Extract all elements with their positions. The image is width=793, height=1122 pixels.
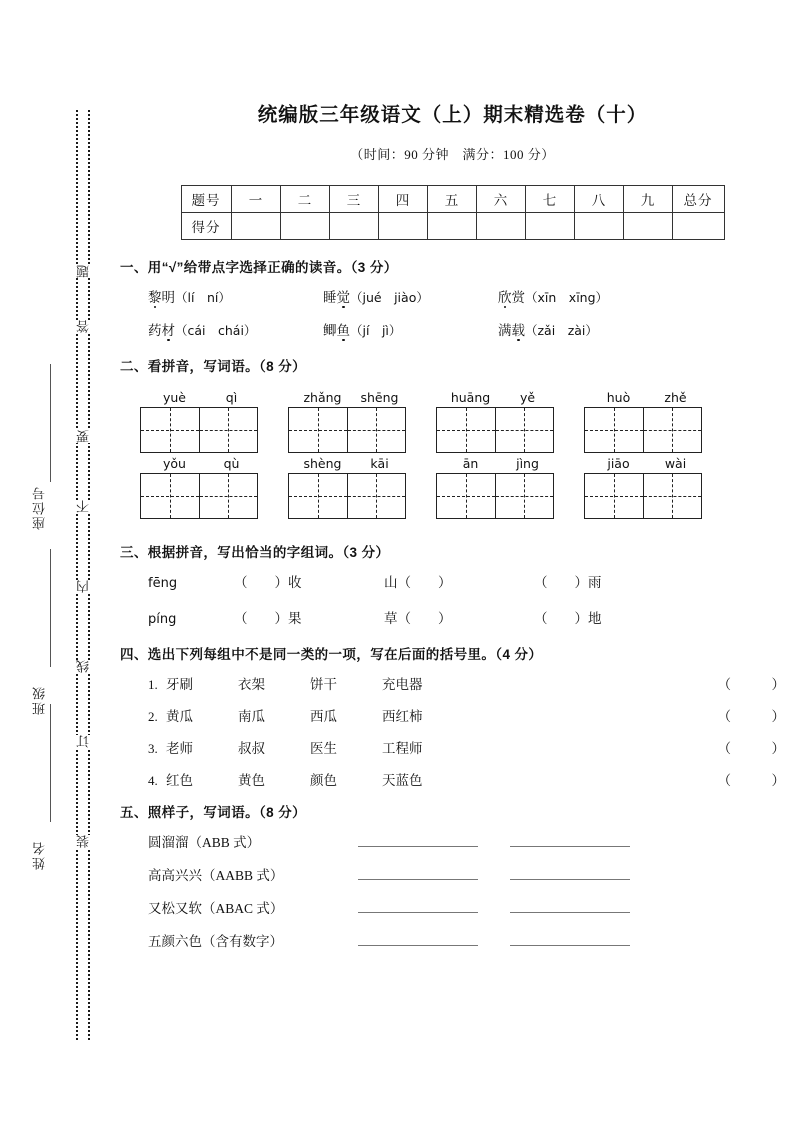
score-value-4[interactable] bbox=[378, 213, 427, 240]
score-col-8: 八 bbox=[574, 186, 623, 213]
section-1-body bbox=[120, 286, 793, 339]
q3-row-2-pinyin: píng bbox=[148, 612, 177, 627]
q2-col-4-top-pinyin bbox=[584, 387, 732, 405]
q2-col-4-bottom-pinyin-b: wài bbox=[664, 456, 687, 471]
q4-row-3-word-4[interactable]: 工程师 bbox=[382, 741, 423, 756]
tian-cell[interactable] bbox=[347, 474, 406, 518]
score-col-1: 一 bbox=[231, 186, 280, 213]
q1-item-3-options: （xīn xīng） bbox=[525, 290, 609, 305]
field-name bbox=[26, 700, 70, 870]
q2-col-4-grid-top[interactable] bbox=[584, 407, 702, 453]
q5-row-4 bbox=[148, 930, 793, 950]
q2-columns bbox=[140, 387, 793, 519]
q5-row-1-sample: 圆溜溜（ABB 式） bbox=[148, 835, 261, 850]
section-4-title: 四、选出下列每组中不是同一类的一项，写在后面的括号里。（4 分） bbox=[120, 647, 543, 662]
q4-row-3 bbox=[148, 737, 793, 757]
score-col-9: 九 bbox=[623, 186, 672, 213]
q5-row-1 bbox=[148, 831, 793, 851]
q2-col-2-bottom-pinyin-a: shèng bbox=[303, 456, 342, 471]
seal-margin bbox=[0, 0, 112, 1122]
q2-col-1-bottom-pinyin bbox=[140, 453, 288, 471]
q4-row-2-word-3[interactable]: 西瓜 bbox=[310, 709, 337, 724]
q4-row-1-no: 1. bbox=[148, 677, 158, 692]
q5-row-4-sample: 五颜六色（含有数字） bbox=[148, 934, 283, 949]
tian-cell[interactable] bbox=[437, 474, 495, 518]
q3-row-1-item-1[interactable]: （ ）收 bbox=[234, 575, 302, 590]
q1-row-2 bbox=[148, 319, 793, 339]
seal-dotted-line-left bbox=[76, 110, 78, 1040]
q1-item-4[interactable]: 药材（cái chái） bbox=[148, 323, 257, 338]
score-col-5: 五 bbox=[427, 186, 476, 213]
q2-col-1-grid-bottom[interactable] bbox=[140, 473, 258, 519]
q2-col-3-bottom-pinyin-b: jìng bbox=[516, 456, 539, 471]
q2-col-3-bottom-pinyin bbox=[436, 453, 584, 471]
section-1-title: 一、用“√”给带点字选择正确的读音。（3 分） bbox=[120, 260, 398, 275]
q2-col-1 bbox=[140, 387, 288, 519]
q3-row-2 bbox=[148, 607, 793, 627]
q2-col-2-top-pinyin-b: shēng bbox=[360, 390, 399, 405]
section-5-title: 五、照样子，写词语。（8 分） bbox=[120, 805, 307, 820]
score-table-header-row bbox=[181, 186, 724, 213]
section-1 bbox=[112, 256, 793, 339]
q5-row-3 bbox=[148, 897, 793, 917]
seal-char-0: 题 bbox=[74, 265, 94, 278]
score-value-7[interactable] bbox=[525, 213, 574, 240]
score-table-value-row bbox=[181, 213, 724, 240]
seal-char-3: 不 bbox=[74, 500, 94, 513]
q1-item-6[interactable]: 满载（zǎi zài） bbox=[498, 323, 598, 338]
q2-col-3-top-pinyin bbox=[436, 387, 584, 405]
q4-row-4-word-2[interactable]: 黄色 bbox=[238, 773, 265, 788]
section-2-title: 二、看拼音，写词语。（8 分） bbox=[120, 359, 307, 374]
section-3-body bbox=[120, 571, 793, 627]
q4-row-2-no: 2. bbox=[148, 709, 158, 724]
q4-row-4-word-4[interactable]: 天蓝色 bbox=[382, 773, 423, 788]
page-title: 统编版三年级语文（上）期末精选卷（十） bbox=[257, 104, 648, 126]
q4-row-1-word-4[interactable]: 充电器 bbox=[382, 677, 423, 692]
score-col-total: 总分 bbox=[672, 186, 724, 213]
q2-col-3-grid-bottom[interactable] bbox=[436, 473, 554, 519]
q4-row-4-no: 4. bbox=[148, 773, 158, 788]
q4-row-3-word-3[interactable]: 医生 bbox=[310, 741, 337, 756]
q4-row-4-answer[interactable]: （ ） bbox=[717, 773, 785, 788]
q2-col-4-top-pinyin-a: huò bbox=[606, 390, 631, 405]
q3-row-1-item-2[interactable]: 山（ ） bbox=[384, 575, 452, 590]
name-rule bbox=[50, 704, 51, 822]
tian-cell[interactable] bbox=[495, 408, 554, 452]
q4-row-3-word-1[interactable]: 老师 bbox=[166, 741, 193, 756]
q2-col-3-top-pinyin-a: huāng bbox=[450, 390, 491, 405]
q5-row-2-blank-2[interactable] bbox=[510, 865, 630, 880]
tian-cell[interactable] bbox=[289, 408, 347, 452]
q2-col-3-top-pinyin-b: yě bbox=[519, 390, 536, 405]
field-seat-number bbox=[26, 360, 70, 530]
score-table-row-label-top: 题号 bbox=[181, 186, 231, 213]
score-table-wrap bbox=[112, 185, 793, 240]
q2-col-2-bottom-pinyin bbox=[288, 453, 436, 471]
q1-item-6-options: （zǎi zài） bbox=[525, 323, 598, 338]
q4-row-4-word-3[interactable]: 颜色 bbox=[310, 773, 337, 788]
q1-item-5-options: （jí jì） bbox=[350, 323, 402, 338]
q4-row-1-answer[interactable]: （ ） bbox=[717, 677, 785, 692]
q1-item-4-options: （cái chái） bbox=[175, 323, 257, 338]
q2-col-4-grid-bottom[interactable] bbox=[584, 473, 702, 519]
tian-cell[interactable] bbox=[347, 408, 406, 452]
q1-item-3[interactable]: 欣赏（xīn xīng） bbox=[498, 290, 609, 305]
class-label: 班级 bbox=[32, 685, 47, 715]
section-4-body bbox=[120, 673, 793, 789]
q5-row-4-blank-2[interactable] bbox=[510, 931, 630, 946]
q4-row-3-word-2[interactable]: 叔叔 bbox=[238, 741, 265, 756]
name-label: 姓名 bbox=[32, 840, 47, 870]
tian-cell[interactable] bbox=[141, 408, 199, 452]
q2-col-4 bbox=[584, 387, 732, 519]
q2-col-1-top-pinyin-a: yuè bbox=[162, 390, 186, 405]
section-3-title: 三、根据拼音，写出恰当的字组词。（3 分） bbox=[120, 545, 390, 560]
section-3 bbox=[112, 541, 793, 627]
q3-row-1 bbox=[148, 571, 793, 591]
q5-row-2-sample: 高高兴兴（AABB 式） bbox=[148, 868, 284, 883]
q4-row-2 bbox=[148, 705, 793, 725]
score-col-2: 二 bbox=[280, 186, 329, 213]
q3-row-1-pinyin: fēng bbox=[148, 576, 178, 591]
q2-col-2 bbox=[288, 387, 436, 519]
section-4 bbox=[112, 643, 793, 789]
q1-item-5[interactable]: 鲫鱼（jí jì） bbox=[323, 323, 402, 338]
score-table bbox=[181, 185, 725, 240]
q3-row-2-item-3[interactable]: （ ）地 bbox=[534, 611, 602, 626]
q3-row-2-item-1[interactable]: （ ）果 bbox=[234, 611, 302, 626]
tian-cell[interactable] bbox=[437, 408, 495, 452]
q4-row-2-word-4[interactable]: 西红柿 bbox=[382, 709, 423, 724]
q4-row-3-answer[interactable]: （ ） bbox=[717, 741, 785, 756]
q5-row-3-blank-1[interactable] bbox=[358, 898, 478, 913]
exam-sheet bbox=[112, 0, 793, 1122]
page-subtitle: （时间：90 分钟 满分：100 分） bbox=[350, 147, 555, 162]
q3-row-2-item-2[interactable]: 草（ ） bbox=[384, 611, 452, 626]
score-value-1[interactable] bbox=[231, 213, 280, 240]
section-5-body bbox=[120, 831, 793, 950]
score-value-9[interactable] bbox=[623, 213, 672, 240]
tian-cell[interactable] bbox=[199, 408, 258, 452]
q1-item-2[interactable]: 睡觉（jué jiào） bbox=[323, 290, 429, 305]
q4-row-1-word-2[interactable]: 衣架 bbox=[238, 677, 265, 692]
section-5 bbox=[112, 801, 793, 950]
q5-row-2 bbox=[148, 864, 793, 884]
q1-item-1[interactable]: 黎明（lí ní） bbox=[148, 290, 231, 305]
score-value-2[interactable] bbox=[280, 213, 329, 240]
q2-col-1-bottom-pinyin-a: yǒu bbox=[163, 456, 186, 471]
score-value-6[interactable] bbox=[476, 213, 525, 240]
score-col-4: 四 bbox=[378, 186, 427, 213]
q2-col-1-bottom-pinyin-b: qù bbox=[223, 456, 240, 471]
class-rule bbox=[50, 549, 51, 667]
q5-row-3-blank-2[interactable] bbox=[510, 898, 630, 913]
q2-col-2-top-pinyin bbox=[288, 387, 436, 405]
q2-col-3-bottom-pinyin-a: ān bbox=[462, 456, 479, 471]
tian-cell[interactable] bbox=[643, 408, 702, 452]
score-table-row-label-bottom: 得分 bbox=[181, 213, 231, 240]
tian-cell[interactable] bbox=[585, 474, 643, 518]
q5-row-3-sample: 又松又软（ABAC 式） bbox=[148, 901, 284, 916]
tian-cell[interactable] bbox=[289, 474, 347, 518]
q2-col-2-grid-top[interactable] bbox=[288, 407, 406, 453]
q1-row-1 bbox=[148, 286, 793, 306]
q5-row-1-blank-2[interactable] bbox=[510, 832, 630, 847]
q4-row-2-word-2[interactable]: 南瓜 bbox=[238, 709, 265, 724]
q2-col-1-grid-top[interactable] bbox=[140, 407, 258, 453]
q4-row-1-word-3[interactable]: 饼干 bbox=[310, 677, 337, 692]
q2-col-4-bottom-pinyin bbox=[584, 453, 732, 471]
q4-row-3-no: 3. bbox=[148, 741, 158, 756]
tian-cell[interactable] bbox=[643, 474, 702, 518]
q2-col-4-bottom-pinyin-a: jiāo bbox=[607, 456, 630, 471]
q1-item-1-options: （lí ní） bbox=[175, 290, 231, 305]
q5-row-4-blank-1[interactable] bbox=[358, 931, 478, 946]
seat-number-label: 座位号 bbox=[32, 485, 47, 530]
tian-cell[interactable] bbox=[199, 474, 258, 518]
score-value-5[interactable] bbox=[427, 213, 476, 240]
q4-row-2-answer[interactable]: （ ） bbox=[717, 709, 785, 724]
q2-col-1-top-pinyin bbox=[140, 387, 288, 405]
q5-row-1-blank-1[interactable] bbox=[358, 832, 478, 847]
q4-row-4 bbox=[148, 769, 793, 789]
seat-number-rule bbox=[50, 364, 51, 482]
q5-row-2-blank-1[interactable] bbox=[358, 865, 478, 880]
q2-col-1-top-pinyin-b: qì bbox=[225, 390, 238, 405]
score-value-3[interactable] bbox=[329, 213, 378, 240]
tian-cell[interactable] bbox=[585, 408, 643, 452]
field-class bbox=[26, 545, 70, 715]
q3-row-1-item-3[interactable]: （ ）雨 bbox=[534, 575, 602, 590]
q1-item-2-options: （jué jiào） bbox=[350, 290, 429, 305]
seal-char-4: 内 bbox=[74, 580, 94, 593]
q2-col-3 bbox=[436, 387, 584, 519]
score-col-6: 六 bbox=[476, 186, 525, 213]
section-2-body bbox=[120, 387, 793, 519]
section-2 bbox=[112, 355, 793, 519]
q2-col-4-top-pinyin-b: zhě bbox=[664, 390, 687, 405]
score-value-8[interactable] bbox=[574, 213, 623, 240]
q2-col-2-top-pinyin-a: zhǎng bbox=[303, 390, 342, 405]
q2-col-2-grid-bottom[interactable] bbox=[288, 473, 406, 519]
q2-col-3-grid-top[interactable] bbox=[436, 407, 554, 453]
q4-row-1 bbox=[148, 673, 793, 693]
seal-char-6: 订 bbox=[74, 735, 94, 748]
score-col-7: 七 bbox=[525, 186, 574, 213]
seal-char-5: 线 bbox=[74, 660, 94, 673]
q2-col-2-bottom-pinyin-b: kāi bbox=[370, 456, 389, 471]
seal-char-1: 答 bbox=[74, 320, 94, 333]
q4-row-1-word-1[interactable]: 牙刷 bbox=[166, 677, 193, 692]
seal-char-7: 装 bbox=[74, 835, 94, 848]
tian-cell[interactable] bbox=[495, 474, 554, 518]
q4-row-2-word-1[interactable]: 黄瓜 bbox=[166, 709, 193, 724]
seal-dotted-line-right bbox=[88, 110, 90, 1040]
tian-cell[interactable] bbox=[141, 474, 199, 518]
seal-char-2: 要 bbox=[74, 430, 94, 443]
q4-row-4-word-1[interactable]: 红色 bbox=[166, 773, 193, 788]
score-value-total[interactable] bbox=[672, 213, 724, 240]
score-col-3: 三 bbox=[329, 186, 378, 213]
